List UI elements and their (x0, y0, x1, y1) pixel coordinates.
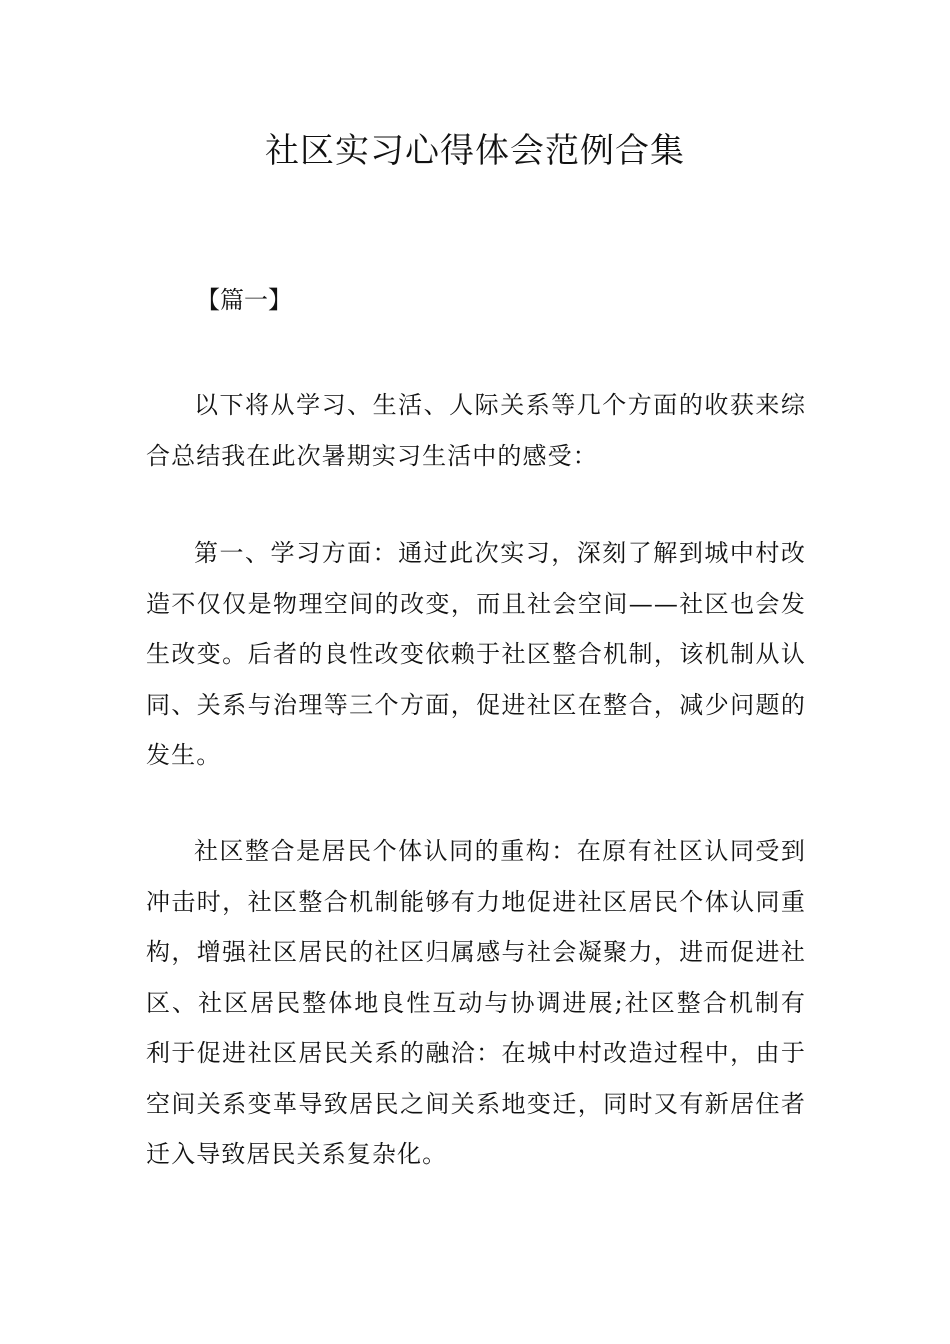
paragraph-integration: 社区整合是居民个体认同的重构：在原有社区认同受到冲击时，社区整合机制能够有力地促进社区居民个体认同重构，增强社区居民的社区归属感与社会凝聚力，进而促进社区、社区居民整体地良性互动与协调进展;社区整合机制有利于促进社区居民关系的融洽：在城中村改造过程中，由于空间关系变革导致居民之间关系地变迁，同时又有新居住者迁入导致居民关系复杂化。 (146, 837, 806, 1168)
section-label: 【篇一】 (196, 286, 292, 314)
paragraph-intro: 以下将从学习、生活、人际关系等几个方面的收获来综合总结我在此次暑期实习生活中的感受： (146, 391, 806, 470)
paragraph-study: 第一、学习方面：通过此次实习，深刻了解到城中村改造不仅仅是物理空间的改变，而且社会空间——社区也会发生改变。后者的良性改变依赖于社区整合机制，该机制从认同、关系与治理等三个方面，促进社区在整合，减少问题的发生。 (146, 539, 806, 769)
document-title: 社区实习心得体会范例合集 (265, 131, 685, 171)
